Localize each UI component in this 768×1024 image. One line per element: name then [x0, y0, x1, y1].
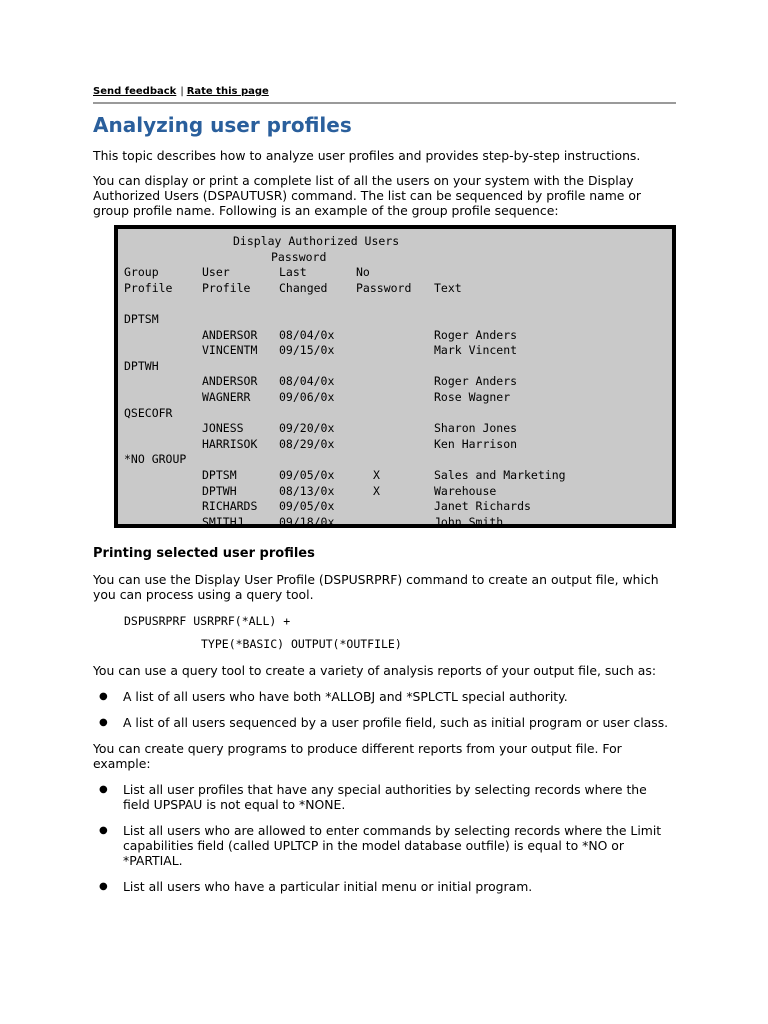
user-profile: HARRISOK: [202, 436, 258, 451]
user-profile: ANDERSOR: [202, 374, 258, 389]
header-user: User: [202, 265, 230, 280]
last-changed: 09/20/0x: [279, 421, 335, 436]
list-item-text: A list of all users sequenced by a user profile field, such as initial program or user class.: [123, 715, 669, 730]
user-profile: SMITHJ: [202, 514, 244, 529]
last-changed: 09/05/0x: [279, 468, 335, 482]
user-profile: DPTSM: [202, 468, 237, 482]
list-item: [93, 689, 676, 704]
header-no: No: [356, 265, 370, 280]
no-password-flag: X: [373, 483, 380, 498]
list-item: [93, 823, 676, 868]
header-password: Password: [271, 249, 327, 264]
user-profile: DPTWH: [202, 483, 237, 498]
user-text: Janet Richards: [434, 499, 531, 514]
last-changed: 08/13/0x: [279, 483, 335, 498]
user-profile: RICHARDS: [202, 499, 258, 514]
user-text: Sharon Jones: [434, 421, 518, 436]
header-divider: [93, 102, 676, 104]
user-text: Ken Harrison: [434, 436, 518, 451]
code-line-1: DSPUSRPRF USRPRF(*ALL) +: [124, 614, 291, 628]
example-list: [93, 782, 676, 894]
user-profile: WAGNERR: [202, 390, 251, 404]
header-changed: Changed: [279, 280, 328, 295]
user-profile: JONESS: [202, 421, 244, 436]
list-item-text: List all user profiles that have any special authorities by selecting records where the field UPSPAU is not equal to *NONE.: [123, 782, 647, 812]
header-group: Group: [124, 265, 159, 280]
bullet-icon: ●: [99, 691, 108, 702]
list-item-text: List all users who are allowed to enter commands by selecting records where the Limit capabilities field (called UPLTCP in the model database outfile) is equal to *NO or *PARTIAL.: [123, 823, 662, 868]
last-changed: 09/06/0x: [279, 390, 335, 404]
user-text: Roger Anders: [434, 374, 518, 389]
user-profile: ANDERSOR: [202, 327, 258, 342]
group-profile-name: QSECOFR: [124, 405, 173, 420]
rate-page-link[interactable]: Rate this page: [186, 86, 269, 97]
display-paragraph: You can display or print a complete list of all the users on your system with the Display Authorized Users (DSPAUTUSR) command. The list can be sequenced by profile name or group profile name. Following is an example of the group profile sequence:: [93, 173, 642, 218]
section-heading: Printing selected user profiles: [93, 546, 315, 561]
query-programs-paragraph: You can create query programs to produce different reports from your output file. For example:: [93, 741, 622, 771]
user-profile: VINCENTM: [202, 343, 258, 358]
top-nav: [93, 85, 676, 99]
last-changed: 09/18/0x: [279, 514, 335, 529]
user-text: Sales and Marketing: [434, 468, 566, 482]
user-text: Rose Wagner: [434, 390, 511, 404]
intro-paragraph: This topic describes how to analyze user profiles and provides step-by-step instructions.: [93, 148, 641, 163]
display-authorized-users-screen: [114, 225, 676, 528]
last-changed: 08/04/0x: [279, 374, 335, 389]
bullet-icon: ●: [99, 881, 108, 892]
bullet-icon: ●: [99, 784, 108, 795]
report-list: [93, 689, 676, 730]
last-changed: 09/05/0x: [279, 499, 335, 514]
group-profile-name: DPTSM: [124, 312, 159, 326]
list-item: [93, 879, 676, 894]
nav-separator: |: [180, 86, 184, 97]
header-group-profile: Profile: [124, 280, 173, 295]
list-item-text: A list of all users who have both *ALLOBJ and *SPLCTL special authority.: [123, 689, 568, 704]
no-password-flag: X: [373, 468, 380, 482]
last-changed: 08/29/0x: [279, 436, 335, 451]
list-item: [93, 715, 676, 730]
printing-section: [93, 546, 676, 894]
header-user-profile: Profile: [202, 280, 251, 295]
query-tool-paragraph: You can use a query tool to create a variety of analysis reports of your output file, such as:: [93, 663, 656, 678]
bullet-icon: ●: [99, 825, 108, 836]
group-profile-name: *NO GROUP: [124, 452, 187, 467]
content-area: [93, 85, 676, 894]
user-text: John Smith: [434, 514, 504, 529]
list-item: [93, 782, 676, 812]
header-last: Last: [279, 265, 307, 280]
send-feedback-link[interactable]: Send feedback: [93, 86, 177, 97]
group-profile-name: DPTWH: [124, 358, 159, 373]
user-text: Warehouse: [434, 483, 497, 498]
screen-title: Display Authorized Users: [233, 234, 400, 248]
bullet-icon: ●: [99, 717, 108, 728]
last-changed: 09/15/0x: [279, 343, 335, 358]
list-item-text: List all users who have a particular initial menu or initial program.: [123, 879, 533, 894]
header-text: Text: [434, 280, 462, 295]
dspusrprf-paragraph: You can use the Display User Profile (DSPUSRPRF) command to create an output file, which you can process using a query tool.: [93, 572, 659, 602]
page-title: Analyzing user profiles: [93, 113, 352, 137]
code-line-2: TYPE(*BASIC) OUTPUT(*OUTFILE): [201, 637, 402, 651]
user-text: Mark Vincent: [434, 343, 518, 358]
header-no-password: Password: [356, 280, 412, 295]
user-text: Roger Anders: [434, 327, 518, 342]
last-changed: 08/04/0x: [279, 327, 335, 342]
